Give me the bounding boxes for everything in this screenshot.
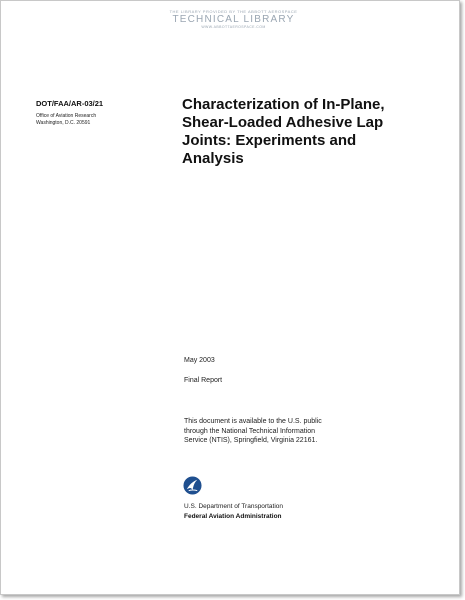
availability-statement: [184, 417, 364, 446]
watermark-sub-text: WWW.ABBOTTAEROSPACE.COM: [201, 25, 266, 29]
watermark-top-line: THE LIBRARY PROVIDED BY THE ABBOTT AEROSPACE: [169, 9, 298, 14]
title-line: Shear-Loaded Adhesive Lap: [182, 114, 384, 131]
office-name: Office of Aviation Research: [36, 113, 97, 119]
document-title: [182, 96, 402, 168]
availability-line: through the National Technical Information: [184, 427, 316, 435]
availability-line: Service (NTIS), Springfield, Virginia 22161.: [184, 437, 318, 444]
technical-library-watermark: [166, 9, 301, 30]
dot-logo-icon: [183, 476, 202, 495]
title-line: Analysis: [182, 150, 244, 167]
agency-name: Federal Aviation Administration: [184, 513, 282, 520]
title-line: Characterization of In-Plane,: [182, 96, 385, 113]
title-line: Joints: Experiments and: [182, 132, 357, 149]
publication-date: May 2003: [184, 357, 215, 364]
document-number: DOT/FAA/AR-03/21: [36, 99, 104, 108]
department-name: U.S. Department of Transportation: [184, 503, 283, 510]
office-address: Washington, D.C. 20591: [36, 120, 91, 126]
report-type: Final Report: [184, 377, 223, 384]
watermark-main-text: TECHNICAL LIBRARY: [172, 14, 295, 25]
availability-line: This document is available to the U.S. public: [184, 418, 322, 425]
office-block: [36, 113, 96, 127]
